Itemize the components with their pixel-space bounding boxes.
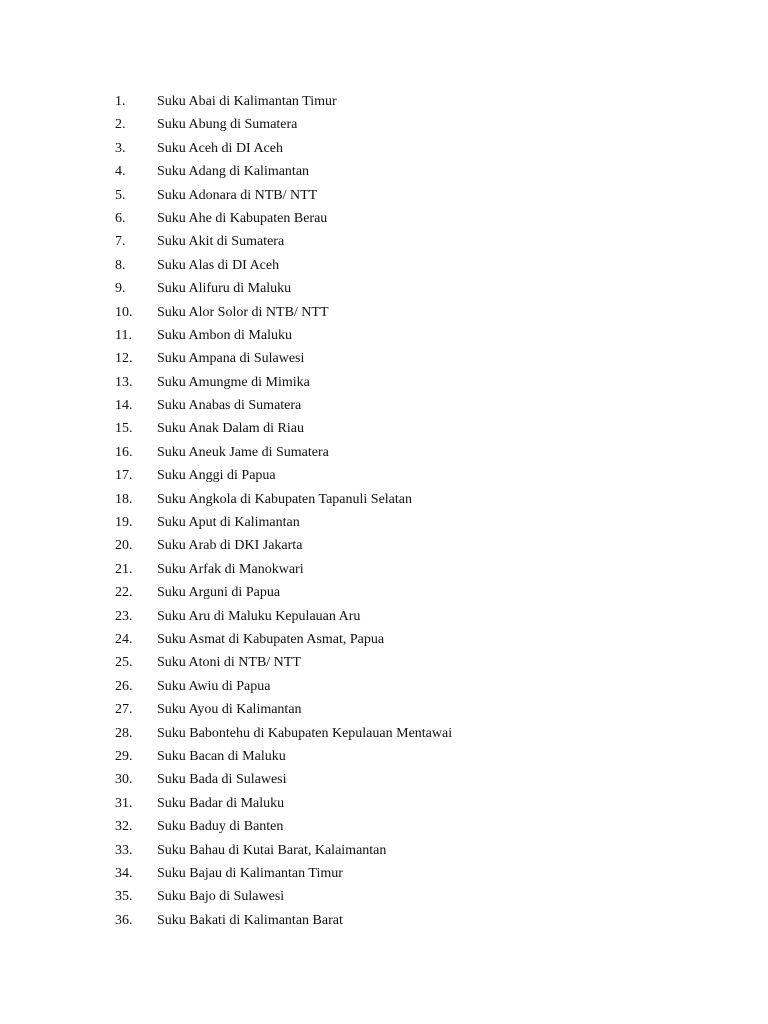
list-item <box>0 534 768 557</box>
list-item <box>0 745 768 768</box>
list-item-text: Suku Bada di Sulawesi <box>157 772 287 788</box>
list-item <box>0 464 768 487</box>
list-item-text: Suku Bakati di Kalimantan Barat <box>157 912 343 928</box>
list-item <box>0 160 768 183</box>
list-item-text: Suku Alifuru di Maluku <box>157 281 292 297</box>
list-item-text: Suku Adang di Kalimantan <box>157 164 310 180</box>
list-item-number: 1. <box>115 94 126 109</box>
list-item-text: Suku Aceh di DI Aceh <box>157 140 283 156</box>
list-item-text: Suku Abai di Kalimantan Timur <box>157 94 337 109</box>
list-item-text: Suku Anggi di Papua <box>157 468 276 484</box>
list-item-number: 36. <box>115 912 133 928</box>
list-item-number: 20. <box>115 538 133 554</box>
list-item-number: 19. <box>115 515 133 531</box>
list-item-number: 5. <box>115 187 126 203</box>
list-item <box>0 113 768 136</box>
list-item <box>0 605 768 628</box>
list-item-number: 27. <box>115 702 133 718</box>
list-item-number: 16. <box>115 444 133 460</box>
list-item-number: 26. <box>115 678 133 694</box>
list-item-text: Suku Ambon di Maluku <box>157 327 292 343</box>
list-item <box>0 137 768 160</box>
list-item-text: Suku Alas di DI Aceh <box>157 257 280 273</box>
list-item-text: Suku Badar di Maluku <box>157 795 285 811</box>
list-item-text: Suku Bacan di Maluku <box>157 748 286 764</box>
list-item-text: Suku Adonara di NTB/ NTT <box>157 187 318 203</box>
list-item-text: Suku Arfak di Manokwari <box>157 561 304 577</box>
list-item <box>0 792 768 815</box>
list-item-number: 10. <box>115 304 133 320</box>
list-item-text: Suku Arguni di Papua <box>157 585 281 601</box>
list-item-number: 3. <box>115 140 126 156</box>
numbered-list <box>0 90 768 932</box>
list-item-text: Suku Atoni di NTB/ NTT <box>157 655 301 671</box>
list-item-number: 8. <box>115 257 126 273</box>
list-item-number: 32. <box>115 819 133 835</box>
list-item <box>0 301 768 324</box>
list-item-text: Suku Bajo di Sulawesi <box>157 889 285 905</box>
list-item <box>0 394 768 417</box>
list-item-number: 34. <box>115 865 133 881</box>
list-item-number: 7. <box>115 234 126 250</box>
list-item <box>0 207 768 230</box>
list-item <box>0 768 768 791</box>
list-item <box>0 628 768 651</box>
list-item <box>0 675 768 698</box>
list-item-text: Suku Asmat di Kabupaten Asmat, Papua <box>157 631 385 647</box>
list-item-text: Suku Bahau di Kutai Barat, Kalaimantan <box>157 842 387 858</box>
list-item-text: Suku Anabas di Sumatera <box>157 398 302 414</box>
list-item <box>0 324 768 347</box>
list-item-number: 24. <box>115 631 133 647</box>
list-item-number: 28. <box>115 725 133 741</box>
list-item-text: Suku Abung di Sumatera <box>157 117 298 133</box>
list-item <box>0 558 768 581</box>
list-item-text: Suku Akit di Sumatera <box>157 234 285 250</box>
list-item-number: 15. <box>115 421 133 437</box>
list-item-text: Suku Arab di DKI Jakarta <box>157 538 303 554</box>
list-item-number: 13. <box>115 374 133 390</box>
list-item <box>0 815 768 838</box>
list-item <box>0 862 768 885</box>
list-item-text: Suku Aput di Kalimantan <box>157 515 300 531</box>
list-item <box>0 230 768 253</box>
list-item-number: 11. <box>115 327 132 343</box>
list-item <box>0 581 768 604</box>
list-item <box>0 839 768 862</box>
list-item-number: 29. <box>115 748 133 764</box>
list-item-number: 14. <box>115 398 133 414</box>
list-item-text: Suku Bajau di Kalimantan Timur <box>157 865 343 881</box>
list-item-text: Suku Ampana di Sulawesi <box>157 351 305 367</box>
list-item <box>0 90 768 113</box>
list-item-text: Suku Aru di Maluku Kepulauan Aru <box>157 608 361 624</box>
list-item <box>0 417 768 440</box>
list-item <box>0 909 768 932</box>
list-item-text: Suku Alor Solor di NTB/ NTT <box>157 304 329 320</box>
list-item <box>0 488 768 511</box>
list-item <box>0 441 768 464</box>
list-item-number: 23. <box>115 608 133 624</box>
list-item-number: 25. <box>115 655 133 671</box>
list-item-text: Suku Ahe di Kabupaten Berau <box>157 210 328 226</box>
list-item-number: 22. <box>115 585 133 601</box>
list-item <box>0 651 768 674</box>
list-item-text: Suku Ayou di Kalimantan <box>157 702 302 718</box>
list-item-number: 2. <box>115 117 126 133</box>
list-item <box>0 511 768 534</box>
list-item-number: 6. <box>115 210 126 226</box>
list-item-number: 4. <box>115 164 126 180</box>
list-item-number: 17. <box>115 468 133 484</box>
list-item-text: Suku Babontehu di Kabupaten Kepulauan Mentawai <box>157 725 453 741</box>
list-item <box>0 277 768 300</box>
list-item-text: Suku Baduy di Banten <box>157 819 284 835</box>
list-item-number: 21. <box>115 561 133 577</box>
list-item <box>0 347 768 370</box>
list-item-number: 31. <box>115 795 133 811</box>
list-item-text: Suku Amungme di Mimika <box>157 374 310 390</box>
list-item-number: 9. <box>115 281 126 297</box>
list-item-number: 12. <box>115 351 133 367</box>
list-item <box>0 698 768 721</box>
list-item <box>0 722 768 745</box>
list-item <box>0 184 768 207</box>
list-item-text: Suku Anak Dalam di Riau <box>157 421 304 437</box>
list-item-text: Suku Angkola di Kabupaten Tapanuli Selatan <box>157 491 412 507</box>
list-item-text: Suku Awiu di Papua <box>157 678 271 694</box>
list-item-text: Suku Aneuk Jame di Sumatera <box>157 444 329 460</box>
list-item <box>0 885 768 908</box>
list-item <box>0 254 768 277</box>
list-item-number: 35. <box>115 889 133 905</box>
list-item-number: 18. <box>115 491 133 507</box>
list-item <box>0 371 768 394</box>
list-item-number: 33. <box>115 842 133 858</box>
list-item-number: 30. <box>115 772 133 788</box>
